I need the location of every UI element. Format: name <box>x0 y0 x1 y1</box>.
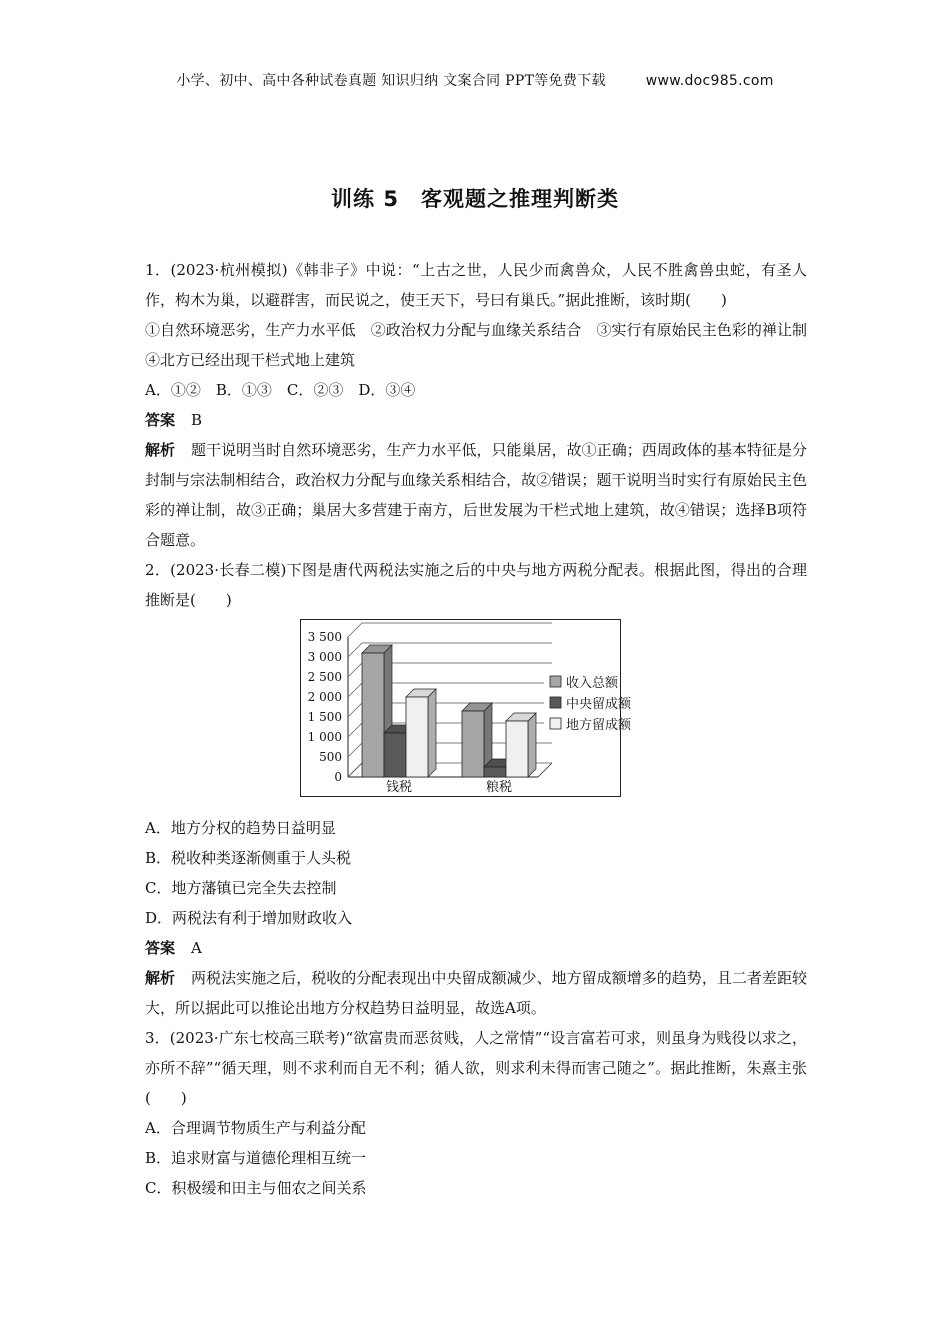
bar-3-粮税 <box>506 721 528 777</box>
bar-1-钱税 <box>362 653 384 777</box>
q2-option-a: A．地方分权的趋势日益明显 <box>145 819 336 837</box>
y-tick-label: 0 <box>334 770 342 784</box>
q2-analysis <box>145 963 807 1023</box>
y-tick-label: 1 500 <box>307 710 342 724</box>
q2-option-c: C．地方藩镇已完全失去控制 <box>145 879 337 897</box>
q1-stem: 1．(2023·杭州模拟)《韩非子》中说：“上古之世，人民少而禽兽众，人民不胜禽兽虫蛇，有圣人作，构木为巢，以避群害，而民说之，使王天下，号曰有巢氏。”据此推断，该时期( ) <box>145 261 807 309</box>
bar-2-钱税 <box>384 733 406 777</box>
q3-option-c: C．积极缓和田主与佃农之间关系 <box>145 1179 367 1197</box>
y-tick-label: 500 <box>319 750 342 764</box>
q3-option-a: A．合理调节物质生产与利益分配 <box>145 1119 366 1137</box>
legend-swatch <box>550 697 561 708</box>
content <box>145 255 823 1203</box>
bar-3-钱税 <box>406 697 428 777</box>
answer-value: B <box>191 411 203 429</box>
q2-stem: 2．(2023·长春二模)下图是唐代两税法实施之后的中央与地方两税分配表。根据此图，得出的合理推断是( ) <box>145 561 807 609</box>
analysis-label: 解析 <box>145 441 176 459</box>
q2-option-b: B．税收种类逐渐侧重于人头税 <box>145 849 352 867</box>
y-tick-label: 1 000 <box>307 730 342 744</box>
q1-analysis <box>145 435 807 555</box>
q2-option-d: D．两税法有利于增加财政收入 <box>145 909 353 927</box>
y-tick-label: 2 000 <box>307 690 342 704</box>
legend-label: 中央留成额 <box>566 697 632 712</box>
legend-label: 收入总额 <box>566 676 619 691</box>
q2-answer <box>145 933 807 963</box>
answer-label: 答案 <box>145 939 176 957</box>
legend-swatch <box>550 718 561 729</box>
q1-items: ①自然环境恶劣，生产力水平低 ②政治权力分配与血缘关系结合 ③实行有原始民主色彩的禅让制 ④北方已经出现干栏式地上建筑 <box>145 321 823 369</box>
y-tick-label: 2 500 <box>307 670 342 684</box>
page-title: 训练 5 客观题之推理判断类 <box>331 187 619 211</box>
answer-value: A <box>191 939 202 957</box>
header-site: www.doc985.com <box>645 73 774 89</box>
bar-1-粮税 <box>462 711 484 777</box>
legend-swatch <box>550 676 561 687</box>
page-header <box>0 70 950 90</box>
analysis-text: 两税法实施之后，税收的分配表现出中央留成额减少、地方留成额增多的趋势，且二者差距较大，所以据此可以推论出地方分权趋势日益明显，故选A项。 <box>145 969 807 1017</box>
analysis-label: 解析 <box>145 969 176 987</box>
bar-side <box>528 713 536 777</box>
legend-label: 地方留成额 <box>566 718 632 733</box>
chart-container <box>145 619 807 805</box>
q3-option-b: B．追求财富与道德伦理相互统一 <box>145 1149 367 1167</box>
bar-side <box>428 689 436 777</box>
bar-2-粮税 <box>484 767 506 777</box>
q1-answer <box>145 405 807 435</box>
q3-stem: 3．(2023·广东七校高三联考)“欲富贵而恶贫贱，人之常情”“设言富若可求，则虽身为贱役以求之，亦所不辞”“循天理，则不求利而自无不利；循人欲，则求利未得而害己随之”。据此推断，朱熹主张( ) <box>145 1029 807 1107</box>
header-text: 小学、初中、高中各种试卷真题 知识归纳 文案合同 PPT等免费下载 <box>176 73 606 89</box>
x-tick-label: 粮税 <box>485 780 513 795</box>
analysis-text: 题干说明当时自然环境恶劣，生产力水平低，只能巢居，故①正确；西周政体的基本特征是分封制与宗法制相结合，政治权力分配与血缘关系相结合，故②错误；题干说明当时实行有原始民主色彩的禅让制，故③正确；巢居大多营建于南方，后世发展为干栏式地上建筑，故④错误；选择B项符合题意。 <box>145 441 807 549</box>
tax-chart <box>300 619 632 797</box>
answer-label: 答案 <box>145 411 176 429</box>
y-tick-label: 3 500 <box>307 630 342 644</box>
x-tick-label: 钱税 <box>385 780 413 795</box>
q1-options: A．①② B．①③ C．②③ D．③④ <box>145 381 416 399</box>
y-tick-label: 3 000 <box>307 650 342 664</box>
